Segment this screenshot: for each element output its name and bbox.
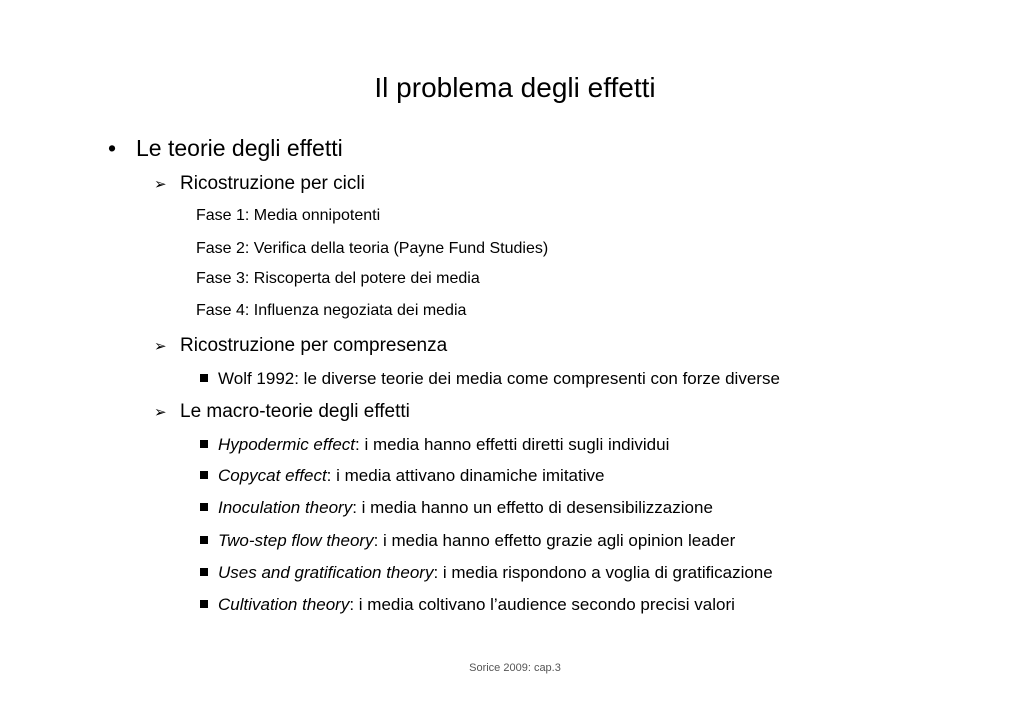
sub-bullet-macro xyxy=(154,399,410,426)
sub-bullet-text: Le macro-teorie degli effetti xyxy=(180,401,410,422)
bullet-le-teorie xyxy=(108,133,343,163)
phase-item: Fase 2: Verifica della teoria (Payne Fund Studies) xyxy=(196,240,549,257)
theory-term: Copycat effect xyxy=(218,466,327,485)
list-item xyxy=(200,561,773,585)
square-bullet-icon xyxy=(200,440,208,448)
slide-title: Il problema degli effetti xyxy=(374,72,656,103)
square-bullet-icon xyxy=(200,503,208,511)
list-item xyxy=(200,367,780,391)
arrow-bullet-icon: ➢ xyxy=(154,404,167,421)
theory-description: : i media hanno un effetto di desensibilizzazione xyxy=(352,498,713,517)
theory-description: : i media coltivano l’audience secondo precisi valori xyxy=(349,595,735,614)
sub-bullet-text: Ricostruzione per cicli xyxy=(180,173,365,194)
theory-term: Cultivation theory xyxy=(218,595,350,614)
footer-citation: Sorice 2009: cap.3 xyxy=(469,662,561,674)
bullet-text: Le teorie degli effetti xyxy=(136,135,343,161)
theory-description: : i media rispondono a voglia di gratificazione xyxy=(433,563,773,582)
list-item xyxy=(200,464,604,488)
sub-bullet-compresenza xyxy=(154,333,447,360)
phase-item: Fase 1: Media onnipotenti xyxy=(196,207,381,224)
square-bullet-icon xyxy=(200,600,208,608)
list-item xyxy=(200,496,713,520)
list-item xyxy=(200,529,735,553)
phase-item: Fase 3: Riscoperta del potere dei media xyxy=(196,270,480,287)
sub-bullet-cicli xyxy=(154,171,365,198)
list-item xyxy=(200,433,669,457)
bullet-dot-icon: • xyxy=(108,135,117,161)
phase-item: Fase 4: Influenza negoziata dei media xyxy=(196,302,467,319)
list-item xyxy=(200,593,735,617)
theory-term: Inoculation theory xyxy=(218,498,353,517)
arrow-bullet-icon: ➢ xyxy=(154,338,167,355)
square-bullet-icon xyxy=(200,471,208,479)
theory-term: Two-step flow theory xyxy=(218,531,374,550)
list-item-text: Wolf 1992: le diverse teorie dei media come compresenti con forze diverse xyxy=(218,369,780,388)
theory-term: Uses and gratification theory xyxy=(218,563,434,582)
arrow-bullet-icon: ➢ xyxy=(154,176,167,193)
theory-term: Hypodermic effect xyxy=(218,435,355,454)
square-bullet-icon xyxy=(200,536,208,544)
square-bullet-icon xyxy=(200,568,208,576)
theory-description: : i media hanno effetti diretti sugli individui xyxy=(355,435,670,454)
theory-description: : i media hanno effetto grazie agli opinion leader xyxy=(373,531,736,550)
sub-bullet-text: Ricostruzione per compresenza xyxy=(180,335,448,356)
square-bullet-icon xyxy=(200,374,208,382)
theory-description: : i media attivano dinamiche imitative xyxy=(326,466,605,485)
